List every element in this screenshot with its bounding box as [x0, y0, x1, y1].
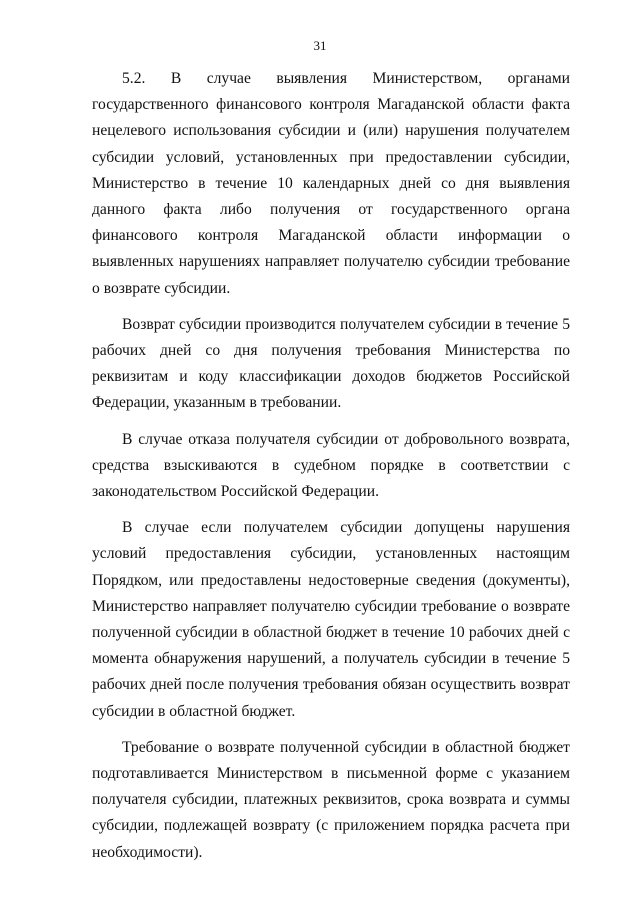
paragraph-violations: В случае если получателем субсидии допущены нарушения условий предоставления субсидии, установленных настоящим Порядком, или предоставлены недостоверные сведения (документы), Министерство направляет получателю субсидии требование о возврате полученной субсидии в областной бюджет в течение 10 рабочих дней с момента обнаружения нарушений, а получатель субсидии в течение 5 рабочих дней после получения требования обязан осуществить возврат субсидии в областной бюджет.	[92, 519, 570, 720]
paragraph-requirement-form: Требование о возврате полученной субсидии в областной бюджет подготавливается Министерством в письменной форме с указанием получателя субсидии, платежных реквизитов, срока возврата и суммы субсидии, подлежащей возврату (с приложением порядка расчета при необходимости).	[92, 738, 570, 861]
document-body	[92, 66, 570, 866]
paragraph-5-2: 5.2. В случае выявления Министерством, органами государственного финансового контроля Магаданской области факта нецелевого использования субсидии и (или) нарушения получателем субсидии условий, установленных при предоставлении субсидии, Министерство в течение 10 календарных дней со дня выявления данного факта либо получения от государственного органа финансового контроля Магаданской области информации о выявленных нарушениях направляет получателю субсидии требование о возврате субсидии.	[92, 70, 570, 297]
paragraph-refusal: В случае отказа получателя субсидии от добровольного возврата, средства взыскиваются в судебном порядке в соответствии с законодательством Российской Федерации.	[92, 430, 570, 501]
paragraph-return-procedure: Возврат субсидии производится получателем субсидии в течение 5 рабочих дней со дня получения требования Министерства по реквизитам и коду классификации доходов бюджетов Российской Федерации, указанным в требовании.	[92, 315, 570, 412]
page-number: 31	[313, 38, 327, 53]
